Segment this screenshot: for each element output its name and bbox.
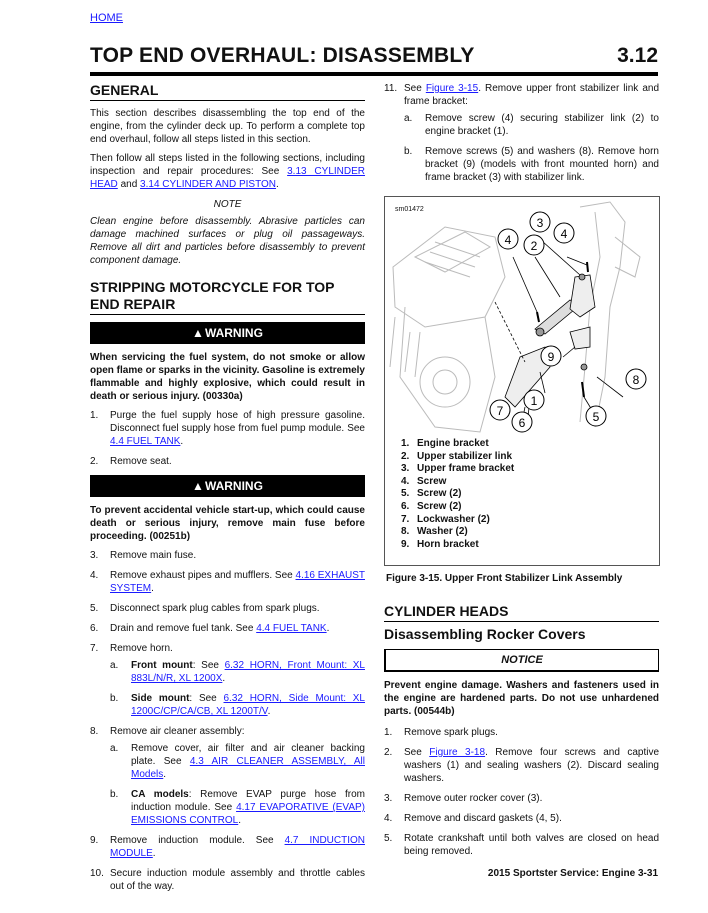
svg-text:7: 7 xyxy=(496,404,504,418)
link-horn-side-mount[interactable]: 6.32 HORN, Side Mount: XL 1200C/CP/CA/CB, XL 1200T/V xyxy=(131,693,365,717)
step-item xyxy=(384,82,659,184)
warning-text: To prevent accidental vehicle start-up, which could cause death or serious injury, remove main fuse before proceeding. (00251b) xyxy=(90,505,365,542)
warning-banner xyxy=(90,322,365,344)
step-list xyxy=(384,82,659,184)
substep-letter: b. xyxy=(404,146,413,157)
step-number: 3. xyxy=(90,550,99,561)
stripping-heading: STRIPPING MOTORCYCLE FOR TOP END REPAIR xyxy=(90,277,365,315)
step-text: Remove main fuse. xyxy=(110,550,197,561)
substep-bold-label: CA models xyxy=(131,789,189,800)
svg-text:9: 9 xyxy=(547,350,555,364)
step-text: Remove spark plugs. xyxy=(404,727,498,738)
step-number: 8. xyxy=(90,726,99,737)
step-item xyxy=(90,725,365,827)
step-list xyxy=(384,726,659,858)
step-number: 11. xyxy=(384,83,398,94)
step-item xyxy=(90,549,365,562)
text: . xyxy=(180,436,184,447)
callout-5 xyxy=(586,406,606,426)
substep-letter: a. xyxy=(110,743,119,754)
legend-item: 5. Screw (2) xyxy=(401,488,462,500)
step-text: Remove seat. xyxy=(110,456,172,467)
step-item xyxy=(90,602,365,615)
text: . xyxy=(163,769,167,780)
step-number: 9. xyxy=(90,835,99,846)
step-text: . Remove four screws and captive washers (1) and sealing washers (2). Discard sealing washers. xyxy=(404,747,660,784)
text: Remove screws (5) and washers (8). Remove horn bracket (9) (models with front mounted horn) and frame bracket (3) with stabilizer link. xyxy=(425,146,659,183)
link-fuel-tank[interactable]: 4.4 FUEL TANK xyxy=(256,623,327,634)
legend-item: 6. Screw (2) xyxy=(401,500,462,512)
text: Then follow all steps listed in the following sections, including inspection and repair procedures: See xyxy=(90,153,365,177)
step-number: 3. xyxy=(384,793,393,804)
step-number: 1. xyxy=(90,410,99,421)
substep-list xyxy=(404,112,659,184)
svg-text:6: 6 xyxy=(518,416,526,430)
legend-item: 4. Screw xyxy=(401,475,447,487)
step-item xyxy=(384,812,659,825)
legend-item: 3. Upper frame bracket xyxy=(401,463,515,475)
text: : See xyxy=(192,660,225,671)
text: and xyxy=(117,179,141,190)
text: Remove cover, air filter and air cleaner backing plate. See xyxy=(131,743,365,767)
step-text: Remove induction module. See xyxy=(110,835,285,846)
substep-item xyxy=(404,112,659,138)
step-item xyxy=(90,642,365,718)
section-number: 3.12 xyxy=(617,44,658,67)
step-text: Purge the fuel supply hose of high pressure gasoline. Disconnect fuel supply hose from fuel pump module. See xyxy=(110,410,365,434)
substep-letter: a. xyxy=(110,660,119,671)
note-title: NOTE xyxy=(213,199,242,210)
step-text: Disconnect spark plug cables from spark plugs. xyxy=(110,603,320,614)
link-evap-emissions[interactable]: 4.17 EVAPORATIVE (EVAP) EMISSIONS CONTROL xyxy=(131,802,365,826)
svg-text:5: 5 xyxy=(592,410,600,424)
warning-label: WARNING xyxy=(204,479,263,493)
step-text: . Remove upper front stabilizer link and frame bracket: xyxy=(404,83,659,107)
callout-1 xyxy=(524,390,544,410)
text: . xyxy=(267,706,271,717)
text: . xyxy=(222,673,226,684)
legend-item: 2. Upper stabilizer link xyxy=(401,450,513,462)
text: : See xyxy=(189,693,224,704)
page-footer: 2015 Sportster Service: Engine 3-31 xyxy=(487,868,658,879)
notice-text: Prevent engine damage. Washers and fasteners used in the engine are hardened parts. Do not use unhardened parts. (00544b) xyxy=(384,680,659,717)
step-list xyxy=(90,409,365,468)
step-item xyxy=(384,832,659,858)
figure-legend xyxy=(401,438,514,551)
text: . xyxy=(238,815,242,826)
callout-2 xyxy=(524,235,544,255)
step-text: Remove outer rocker cover (3). xyxy=(404,793,543,804)
step-item xyxy=(90,622,365,635)
step-item xyxy=(384,726,659,739)
text: See xyxy=(404,83,426,94)
left-column xyxy=(90,80,365,900)
substep-list xyxy=(110,742,365,827)
link-horn-front-mount[interactable]: 6.32 HORN, Front Mount: XL 883L/N/R, XL 1200X xyxy=(131,660,365,684)
link-figure-3-18[interactable]: Figure 3-18 xyxy=(429,747,486,758)
link-fuel-tank[interactable]: 4.4 FUEL TANK xyxy=(110,436,181,447)
step-item xyxy=(90,569,365,595)
step-item xyxy=(384,746,659,785)
svg-text:3: 3 xyxy=(536,216,544,230)
link-air-cleaner-assembly[interactable]: 4.3 AIR CLEANER ASSEMBLY, All Models xyxy=(131,756,365,780)
notice-banner: NOTICE xyxy=(384,649,659,672)
step-item xyxy=(90,409,365,448)
callout-4 xyxy=(498,229,518,249)
callout-4 xyxy=(554,223,574,243)
legend-item: 7. Lockwasher (2) xyxy=(401,513,490,525)
link-exhaust-system[interactable]: 4.16 EXHAUST SYSTEM xyxy=(110,570,365,594)
link-figure-3-15[interactable]: Figure 3-15 xyxy=(425,83,479,94)
cylinder-heads-heading: CYLINDER HEADS xyxy=(384,601,659,622)
step-text: Rotate crankshaft until both valves are closed on head being removed. xyxy=(404,833,659,857)
svg-text:8: 8 xyxy=(632,373,640,387)
step-text: Remove exhaust pipes and mufflers. See xyxy=(110,570,296,581)
text: . xyxy=(152,848,156,859)
substep-item xyxy=(110,742,365,781)
step-number: 6. xyxy=(90,623,99,634)
step-number: 10. xyxy=(90,868,104,879)
step-item xyxy=(384,792,659,805)
warning-triangle-icon: ▲ xyxy=(192,326,204,340)
text: : Remove EVAP purge hose from induction module. See xyxy=(131,789,365,813)
step-number: 5. xyxy=(90,603,99,614)
svg-text:1: 1 xyxy=(530,394,538,408)
warning-label: WARNING xyxy=(204,326,263,340)
link-induction-module[interactable]: 4.7 INDUCTION MODULE xyxy=(110,835,365,859)
stabilizer-link-diagram xyxy=(385,197,659,437)
step-item xyxy=(90,867,365,893)
substep-list xyxy=(110,659,365,718)
callout-8 xyxy=(626,369,646,389)
link-cylinder-head[interactable]: 3.13 CYLINDER HEAD xyxy=(90,166,366,190)
text: . xyxy=(276,179,279,190)
text: Remove screw (4) securing stabilizer link (2) to engine bracket (1). xyxy=(425,113,659,137)
right-column xyxy=(384,80,659,865)
svg-text:4: 4 xyxy=(560,227,568,241)
step-number: 4. xyxy=(384,813,393,824)
general-paragraph-2 xyxy=(90,152,365,191)
page-title: TOP END OVERHAUL: DISASSEMBLY xyxy=(90,44,475,67)
general-paragraph-1: This section describes disassembling the top end of the engine, from the cylinder deck up. To perform a complete top end overhaul, follow all steps listed in this section. xyxy=(90,108,365,145)
substep-item xyxy=(110,659,365,685)
text: . xyxy=(326,623,330,634)
callout-7 xyxy=(490,400,510,420)
step-text: Drain and remove fuel tank. See xyxy=(110,623,257,634)
callout-3 xyxy=(530,212,550,232)
step-item xyxy=(90,455,365,468)
substep-item xyxy=(404,145,659,184)
text: See xyxy=(404,747,430,758)
figure-3-15 xyxy=(384,196,660,566)
general-heading: GENERAL xyxy=(90,80,365,101)
legend-item: 1. Engine bracket xyxy=(401,438,489,449)
home-link[interactable]: HOME xyxy=(90,12,123,24)
substep-bold-label: Side mount xyxy=(131,693,190,704)
step-text: Secure induction module assembly and throttle cables out of the way. xyxy=(110,868,365,892)
step-number: 4. xyxy=(90,570,99,581)
note-text: Clean engine before disassembly. Abrasive particles can damage machined surfaces or plug oil passageways. Remove all dirt and particles before disassembly to prevent component damage. xyxy=(90,216,365,266)
rocker-covers-subheading: Disassembling Rocker Covers xyxy=(384,626,586,642)
callout-6 xyxy=(512,412,532,432)
step-list xyxy=(90,549,365,893)
step-number: 5. xyxy=(384,833,393,844)
legend-item: 9. Horn bracket xyxy=(401,538,479,550)
text: . xyxy=(151,583,154,594)
legend-item: 8. Washer (2) xyxy=(401,526,468,538)
step-text: Remove air cleaner assembly: xyxy=(110,726,245,737)
step-number: 7. xyxy=(90,643,99,654)
figure-id: sm01472 xyxy=(395,206,424,213)
substep-bold-label: Front mount xyxy=(131,660,193,671)
svg-text:4: 4 xyxy=(504,233,512,247)
title-divider xyxy=(90,72,658,76)
substep-letter: a. xyxy=(404,113,413,124)
step-number: 2. xyxy=(384,747,393,758)
substep-letter: b. xyxy=(110,789,119,800)
warning-triangle-icon: ▲ xyxy=(192,479,204,493)
link-cylinder-and-piston[interactable]: 3.14 CYLINDER AND PISTON xyxy=(140,179,277,190)
substep-letter: b. xyxy=(110,693,119,704)
warning-text: When servicing the fuel system, do not smoke or allow open flame or sparks in the vicinity. Gasoline is extremely flammable and highly explosive, which could result in death or serious injury. (00330a) xyxy=(90,352,365,402)
step-item xyxy=(90,834,365,860)
warning-banner xyxy=(90,475,365,497)
svg-text:2: 2 xyxy=(530,239,538,253)
substep-item xyxy=(110,692,365,718)
step-text: Remove and discard gaskets (4, 5). xyxy=(404,813,562,824)
step-number: 2. xyxy=(90,456,99,467)
figure-caption: Figure 3-15. Upper Front Stabilizer Link Assembly xyxy=(386,573,623,584)
substep-item xyxy=(110,788,365,827)
callout-9 xyxy=(541,346,561,366)
step-number: 1. xyxy=(384,727,393,738)
step-text: Remove horn. xyxy=(110,643,173,654)
